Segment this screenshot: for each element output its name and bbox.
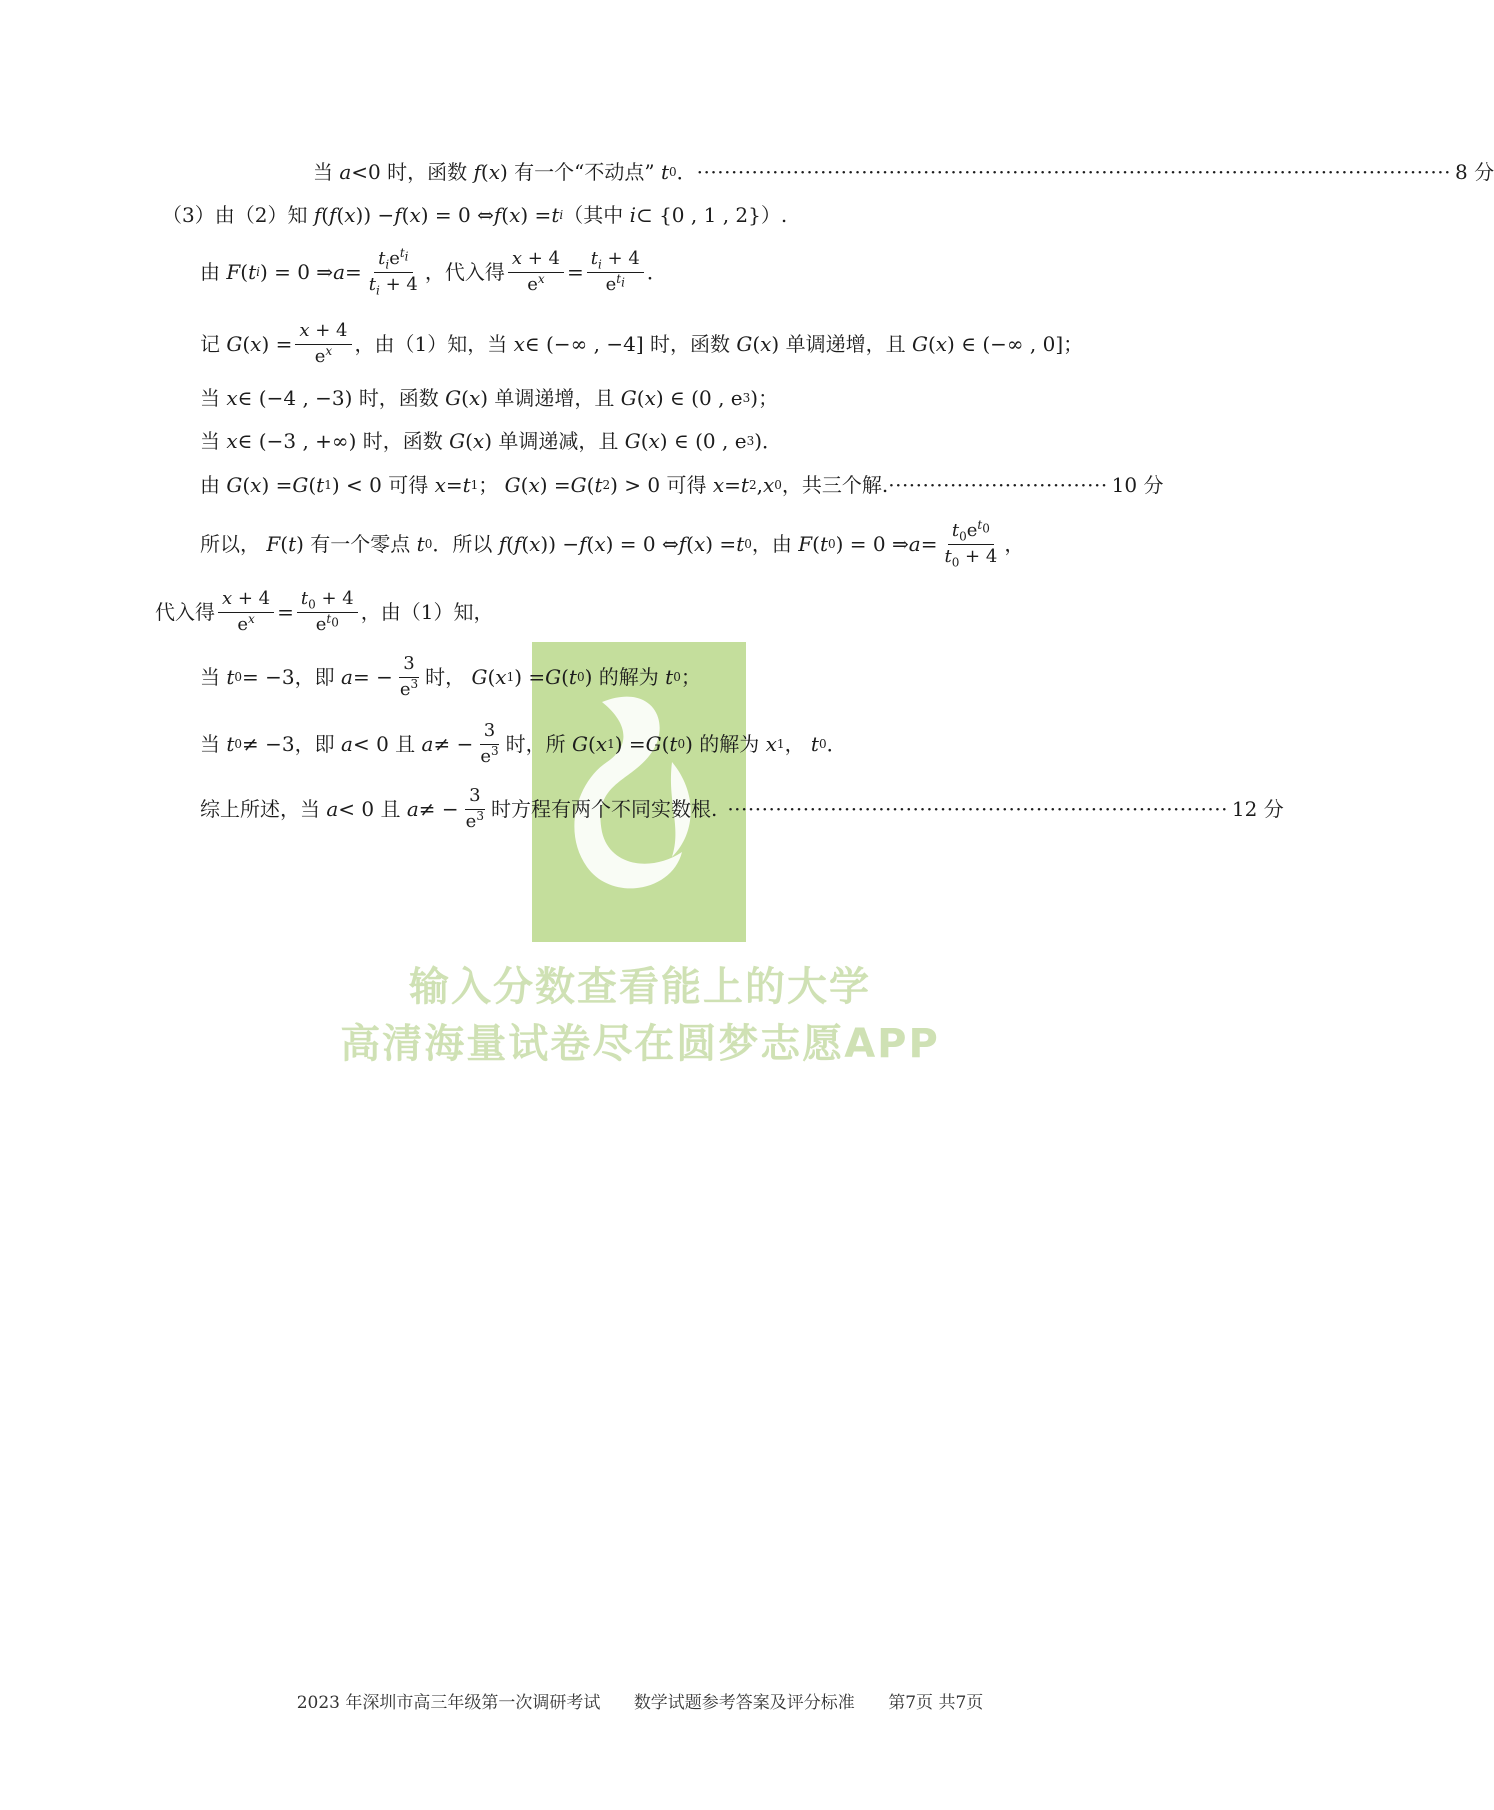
score-8: 8 分	[1455, 160, 1494, 184]
line-7: 由 G ( x ) = G ( t 1 ) < 0 可得 x = t 1 ； G ( x ) = G ( t 2 ) > 0 可得 x = t 2 , x 0 ，共三个解. ································ 10 分	[200, 473, 1164, 497]
line-6: 当 x ∈ (−3 , +∞) 时，函数 G ( x ) 单调递减，且 G ( x ) ∈ (0 , e 3 )．	[200, 429, 783, 453]
footer-subject: 数学试题参考答案及评分标准	[633, 1693, 855, 1713]
line-8: 所以， F ( t ) 有一个零点 t 0 ．所以 f ( f ( x )) − f ( x ) = 0 ⇔ f ( x ) = t 0 ，由 F ( t 0 ) = 0 ⇒ a = $\frac{t_0e^{t_0}}{t_0 + 4}$ ，	[200, 518, 1025, 570]
footer-exam: 2023 年深圳市高三年级第一次调研考试	[296, 1693, 601, 1713]
line-9: 代入得 $\frac{x + 4}{e^x}$ = $\frac{t_0 + 4}{e^{t_0}}$ ，由（1）知，	[155, 588, 494, 635]
page-footer	[0, 1688, 1280, 1713]
line-11: 当 t 0 ≠ −3 ，即 a < 0 且 a ≠ − $\frac{3}{e^3}$ 时，所 G ( x 1 ) = G ( t 0 ) 的解为 x 1 ， t 0 ．	[200, 720, 847, 767]
score-12: 12 分	[1231, 797, 1284, 822]
line-12: 综上所述，当 a < 0 且 a ≠ − $\frac{3}{e^3}$ 时方程有两个不同实数根. ········································································· 12 分	[200, 785, 1284, 832]
score-10: 10 分	[1111, 473, 1164, 497]
line-5: 当 x ∈ (−4 , −3) 时，函数 G ( x ) 单调递增，且 G ( x ) ∈ (0 , e 3 )；	[200, 386, 779, 410]
footer-page-number: 第7页 共7页	[888, 1693, 984, 1713]
line-3: 由 F ( t i ) = 0 ⇒ a = $\frac{t_ie^{t_i}}{t_i + 4}$ ，代入得 $\frac{x + 4}{e^x}$ = $\frac{t_i + 4}{e^{t_i}}$ ．	[200, 246, 667, 298]
watermark-line-2: 高清海量试卷尽在圆梦志愿APP	[340, 1021, 940, 1067]
line-2: （3）由（2）知 f ( f ( x )) − f ( x ) = 0 ⇔ f ( x ) = t i （其中 i ⊂ {0 , 1 , 2} ）.	[162, 203, 788, 227]
line-1: 当 a <0 时，函数 f ( x ) 有一个“不动点” t 0 ． ·············································································································· 8 分	[313, 160, 1494, 184]
line-4: 记 G ( x ) = $\frac{x + 4}{e^x}$ ，由（1）知，当 x ∈ (−∞ , −4] 时，函数 G ( x ) 单调递增，且 G ( x ) ∈ (−∞ , 0]；	[200, 320, 1084, 367]
watermark-line-1: 输入分数查看能上的大学	[409, 964, 871, 1010]
line-10: 当 t 0 = −3 ，即 a = − $\frac{3}{e^3}$ 时， G ( x 1 ) = G ( t 0 ) 的解为 t 0 ；	[200, 653, 701, 700]
